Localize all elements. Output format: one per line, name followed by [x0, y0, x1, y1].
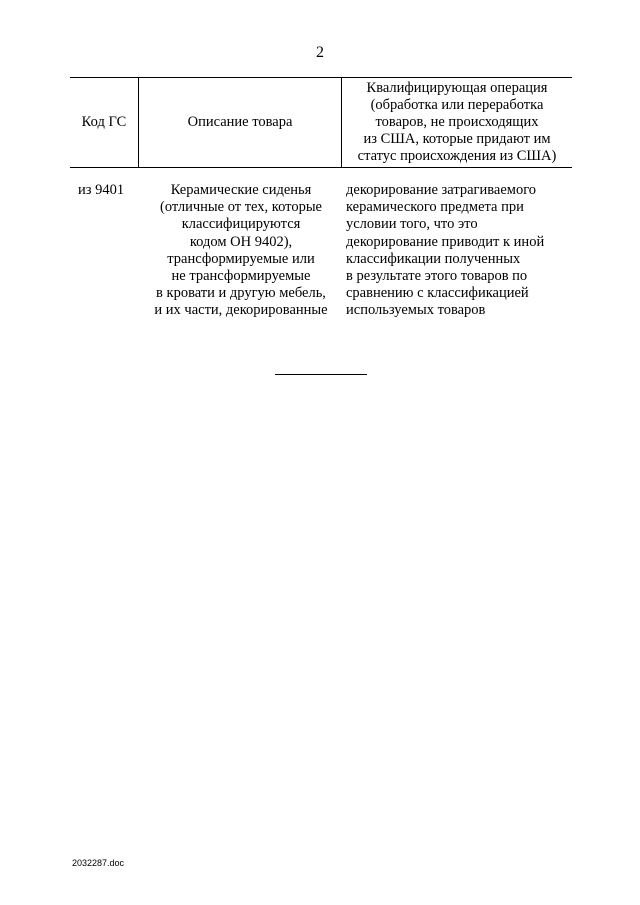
header-code: Код ГС: [81, 114, 127, 130]
footer-doc-id: 2032287.doc: [72, 858, 125, 868]
header-description: Описание товара: [187, 114, 293, 130]
end-of-document-rule: [275, 374, 367, 375]
header-operation: Квалифицирующая операция (обработка или переработка товаров, не происходящих из США, которые придают им статус происхождения из США): [357, 80, 557, 164]
page-number: 2: [316, 44, 324, 61]
header-bottom-rule: [70, 167, 572, 168]
row-description: Керамические сиденья (отличные от тех, которые классифицируются кодом ОН 9402), трансформируемые или не трансформируемые в кровати и другую мебель, и их части, декорированные: [154, 182, 328, 319]
row-operation: декорирование затрагиваемого керамического предмета при условии того, что это декорирование приводит к иной классификации полученных в результате этого товаров по сравнению с классификацией используемых товаров: [346, 182, 545, 319]
row-code: из 9401: [78, 182, 125, 198]
